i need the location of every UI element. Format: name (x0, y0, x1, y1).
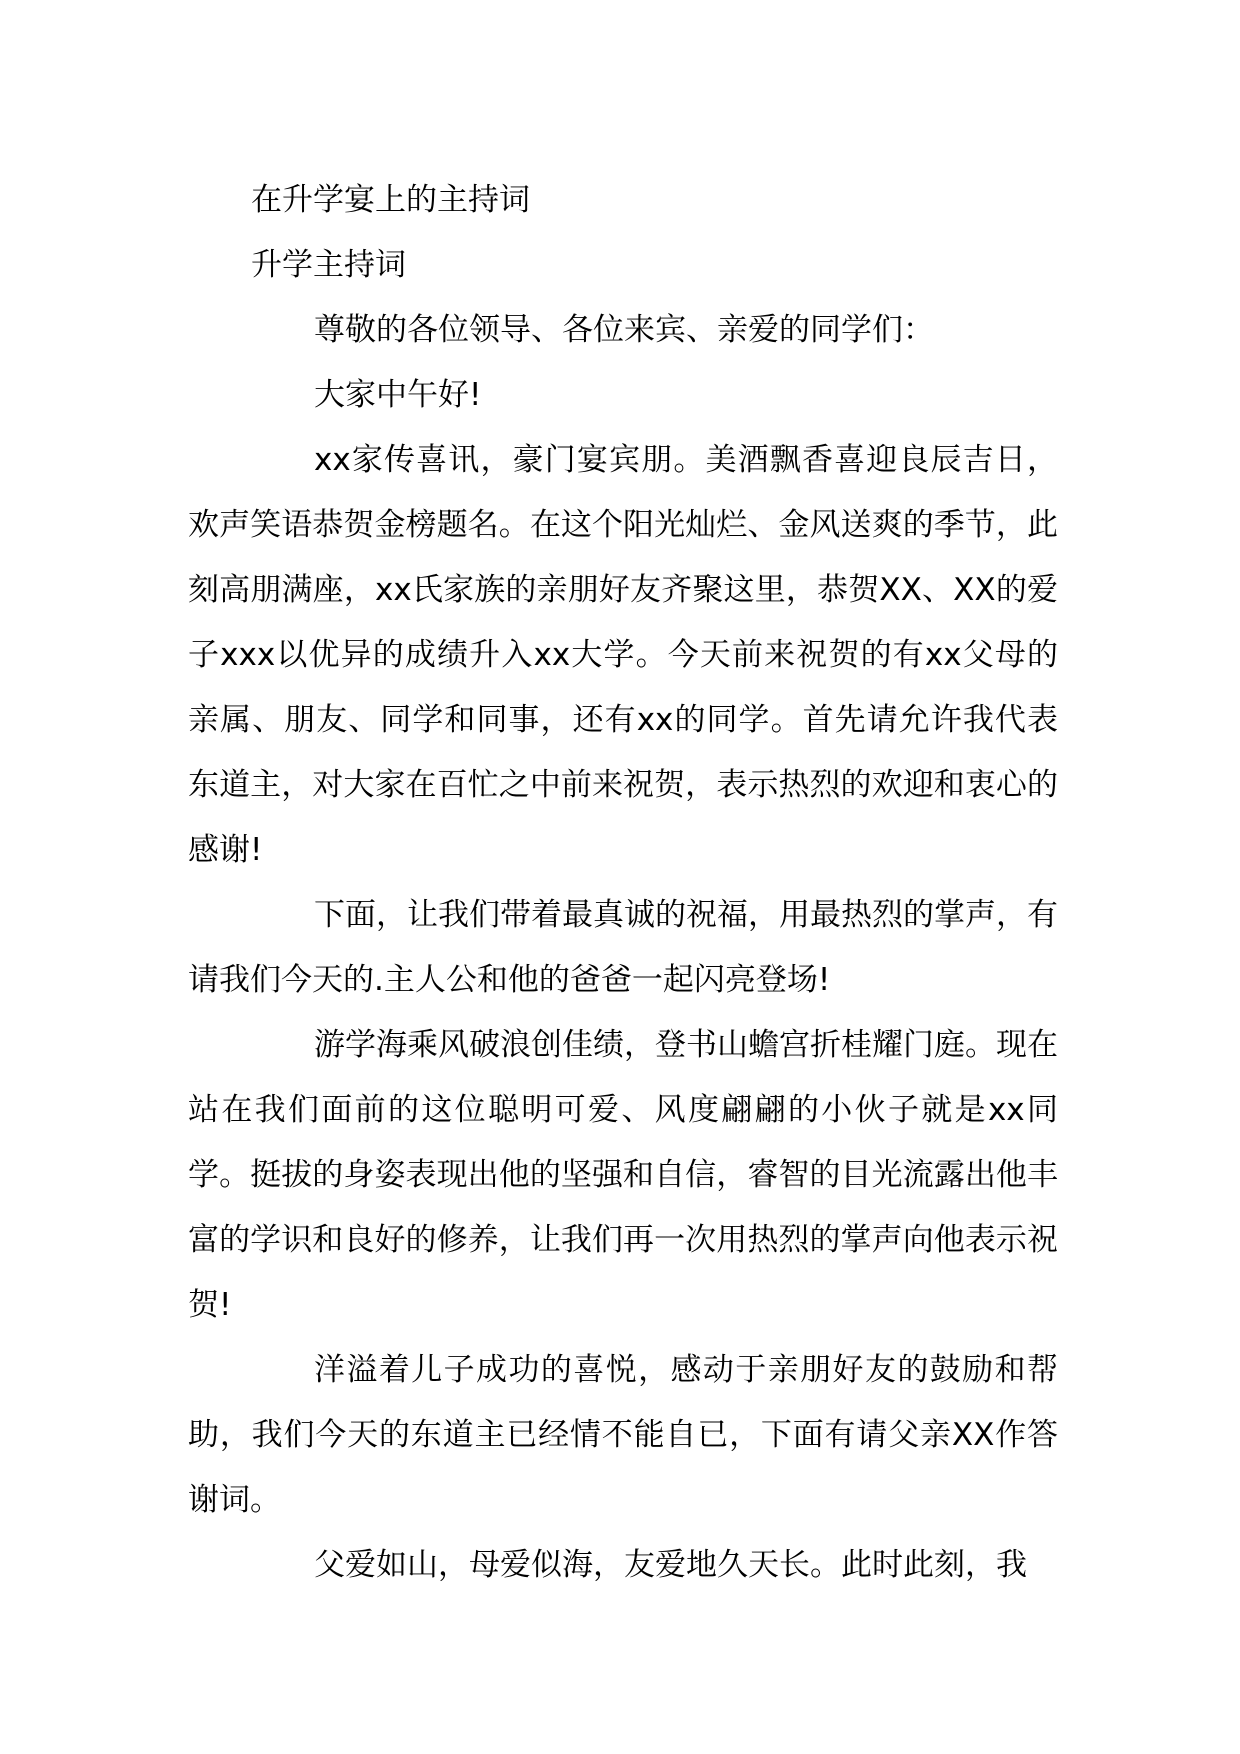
document-body (188, 168, 1058, 1598)
paragraph-greeting: 尊敬的各位领导、各位来宾、亲爱的同学们： (314, 312, 934, 348)
paragraph-opening: xx家传喜讯，豪门宴宾朋。美酒飘香喜迎良辰吉日，欢声笑语恭贺金榜题名。在这个阳光灿烂、金风送爽的季节，此刻高朋满座，xx氏家族的亲朋好友齐聚这里，恭贺XX、XX的爱子xxx以优异的成绩升入xx大学。今天前来祝贺的有xx父母的亲属、朋友、同学和同事，还有xx的同学。首先请允许我代表东道主，对大家在百忙之中前来祝贺，表示热烈的欢迎和衷心的感谢! (188, 442, 1058, 868)
paragraph-father-invite: 洋溢着儿子成功的喜悦，感动于亲朋好友的鼓励和帮助，我们今天的东道主已经情不能自已，下面有请父亲XX作答谢词。 (188, 1352, 1058, 1518)
paragraph-student-intro: 游学海乘风破浪创佳绩，登书山蟾宫折桂耀门庭。现在站在我们面前的这位聪明可爱、风度翩翩的小伙子就是xx同学。挺拔的身姿表现出他的坚强和自信，睿智的目光流露出他丰富的学识和良好的修养，让我们再一次用热烈的掌声向他表示祝贺! (188, 1027, 1058, 1323)
paragraph-closing: 父爱如山，母爱似海，友爱地久天长。此时此刻，我 (314, 1547, 1027, 1583)
document-subtitle: 升学主持词 (251, 247, 406, 283)
paragraph-entrance: 下面，让我们带着最真诚的祝福，用最热烈的掌声，有请我们今天的.主人公和他的爸爸一起闪亮登场! (188, 897, 1058, 998)
paragraph-salutation: 大家中午好! (314, 377, 482, 413)
document-title: 在升学宴上的主持词 (251, 182, 530, 218)
